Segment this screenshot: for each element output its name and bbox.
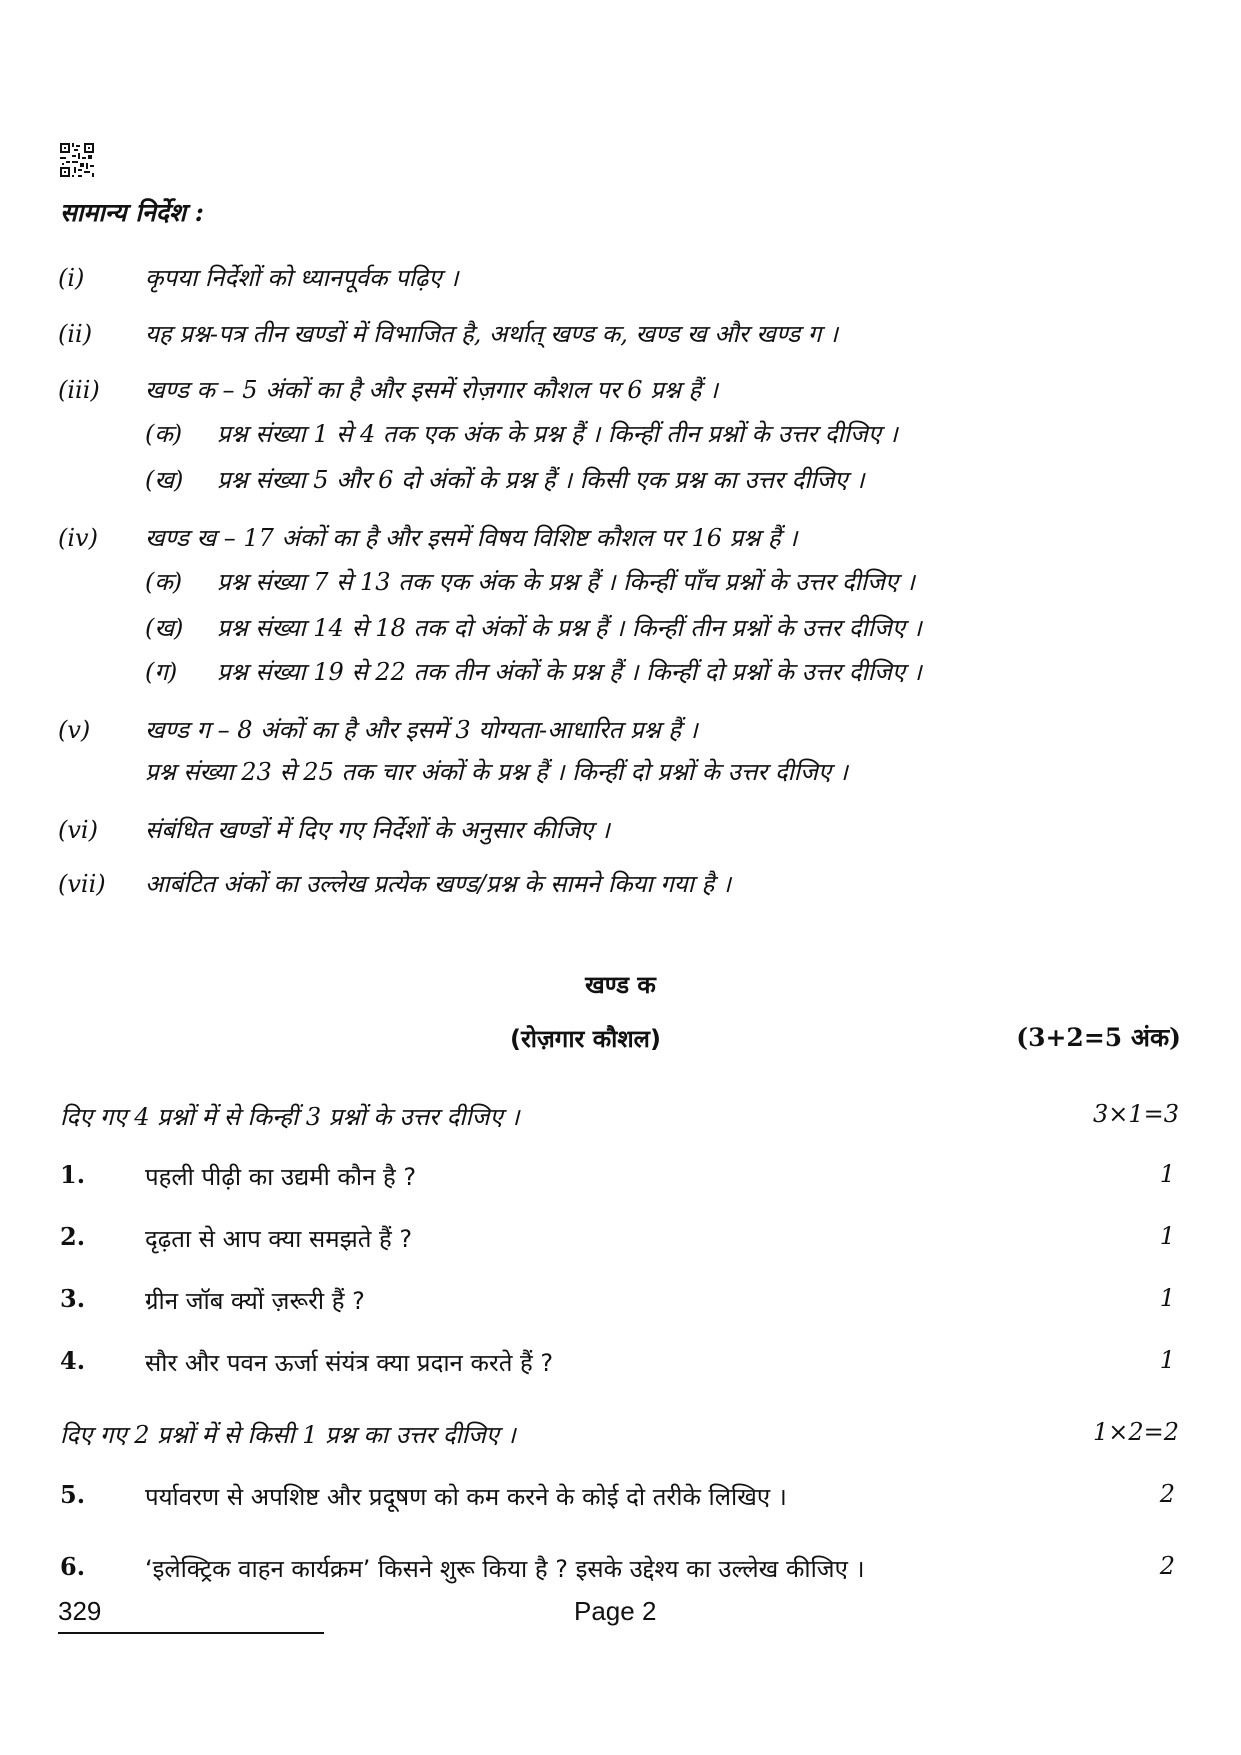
question-mark: 2 <box>1159 1552 1175 1580</box>
sub-instruction-label: (क) <box>145 420 183 448</box>
instruction-text: संबंधित खण्डों में दिए गए निर्देशों के अनुसार कीजिए । <box>145 816 610 844</box>
page-number: Page 2 <box>574 1596 657 1626</box>
question-text: पर्यावरण से अपशिष्ट और प्रदूषण को कम करने के कोई दो तरीके लिखिए । <box>145 1483 787 1511</box>
sub-instruction-text: प्रश्न संख्या 14 से 18 तक दो अंकों के प्रश्न हैं । किन्हीं तीन प्रश्नों के उत्तर दीजिए । <box>217 614 922 642</box>
instruction-text: आबंटित अंकों का उल्लेख प्रत्येक खण्ड/प्रश्न के सामने किया गया है । <box>145 870 732 898</box>
section-title: खण्ड क <box>585 971 656 999</box>
sub-instruction-label: (क) <box>145 568 183 596</box>
qr-code <box>60 143 94 177</box>
question-number: 1. <box>60 1160 86 1189</box>
question-row <box>0 1222 1241 1256</box>
question-mark: 1 <box>1159 1222 1175 1250</box>
question-text: पहली पीढ़ी का उद्यमी कौन है ? <box>145 1163 417 1191</box>
question-mark: 1 <box>1159 1160 1175 1188</box>
instruction-text: खण्ड क – 5 अंकों का है और इसमें रोज़गार कौशल पर 6 प्रश्न हैं । <box>145 376 718 404</box>
instruction-number: (vi) <box>58 816 98 844</box>
question-mark: 1 <box>1159 1284 1175 1312</box>
section-marks: (3+2=5 अंक) <box>1016 1023 1181 1052</box>
sub-instruction <box>145 418 898 450</box>
sub-instruction-text: प्रश्न संख्या 7 से 13 तक एक अंक के प्रश्न हैं । किन्हीं पाँच प्रश्नों के उत्तर दीजिए । <box>217 568 915 596</box>
general-instructions-heading: सामान्य निर्देश : <box>60 198 204 227</box>
question-number: 6. <box>60 1552 86 1581</box>
instruction-text: कृपया निर्देशों को ध्यानपूर्वक पढ़िए । <box>145 264 459 292</box>
sub-instruction <box>145 464 864 496</box>
footer-divider <box>58 1632 324 1634</box>
question-mark: 1 <box>1159 1346 1175 1374</box>
instruction-number: (iii) <box>58 376 100 404</box>
question-row <box>0 1552 1241 1586</box>
question-text: ‘इलेक्ट्रिक वाहन कार्यक्रम’ किसने शुरू किया है ? इसके उद्देश्य का उल्लेख कीजिए । <box>145 1555 865 1583</box>
instruction-number: (v) <box>58 716 91 744</box>
instruction-number: (ii) <box>58 320 93 348</box>
question-mark: 2 <box>1159 1480 1175 1508</box>
question-row <box>0 1160 1241 1194</box>
instruction-number: (vii) <box>58 870 106 898</box>
question-row <box>0 1480 1241 1514</box>
instruction-continuation: प्रश्न संख्या 23 से 25 तक चार अंकों के प्रश्न हैं । किन्हीं दो प्रश्नों के उत्तर दीजिए । <box>145 758 848 786</box>
sub-instruction <box>145 612 922 644</box>
paper-code: 329 <box>58 1596 102 1626</box>
group-instruction: दिए गए 2 प्रश्नों में से किसी 1 प्रश्न का उत्तर दीजिए । <box>60 1421 516 1449</box>
sub-instruction-text: प्रश्न संख्या 5 और 6 दो अंकों के प्रश्न हैं । किसी एक प्रश्न का उत्तर दीजिए । <box>217 466 865 494</box>
instruction-text: खण्ड ख – 17 अंकों का है और इसमें विषय विशिष्ट कौशल पर 16 प्रश्न हैं । <box>145 524 798 552</box>
group-instruction: दिए गए 4 प्रश्नों में से किन्हीं 3 प्रश्नों के उत्तर दीजिए । <box>60 1103 520 1131</box>
question-text: ग्रीन जॉब क्यों ज़रूरी हैं ? <box>145 1287 365 1315</box>
question-number: 5. <box>60 1480 86 1509</box>
question-row <box>0 1346 1241 1380</box>
question-row <box>0 1284 1241 1318</box>
section-subtitle: (रोज़गार कौशल) <box>510 1025 661 1053</box>
sub-instruction <box>145 656 922 688</box>
sub-instruction-text: प्रश्न संख्या 19 से 22 तक तीन अंकों के प्रश्न हैं । किन्हीं दो प्रश्नों के उत्तर दीजिए । <box>217 658 922 686</box>
sub-instruction-text: प्रश्न संख्या 1 से 4 तक एक अंक के प्रश्न हैं । किन्हीं तीन प्रश्नों के उत्तर दीजिए । <box>217 420 898 448</box>
group-marks: 3×1=3 <box>1092 1100 1179 1128</box>
question-text: दृढ़ता से आप क्या समझते हैं ? <box>145 1225 413 1253</box>
question-number: 3. <box>60 1284 86 1313</box>
question-number: 2. <box>60 1222 86 1251</box>
question-text: सौर और पवन ऊर्जा संयंत्र क्या प्रदान करते हैं ? <box>145 1349 554 1377</box>
sub-instruction-label: (ख) <box>145 614 184 642</box>
sub-instruction-label: (ग) <box>145 658 178 686</box>
instruction-text: यह प्रश्न-पत्र तीन खण्डों में विभाजित है, अर्थात् खण्ड क, खण्ड ख और खण्ड ग । <box>145 320 838 348</box>
question-number: 4. <box>60 1346 86 1375</box>
instruction-number: (iv) <box>58 524 98 552</box>
group-marks: 1×2=2 <box>1092 1418 1179 1446</box>
instruction-text: खण्ड ग – 8 अंकों का है और इसमें 3 योग्यता-आधारित प्रश्न हैं । <box>145 716 698 744</box>
sub-instruction-label: (ख) <box>145 466 184 494</box>
sub-instruction <box>145 566 915 598</box>
instruction-number: (i) <box>58 264 85 292</box>
